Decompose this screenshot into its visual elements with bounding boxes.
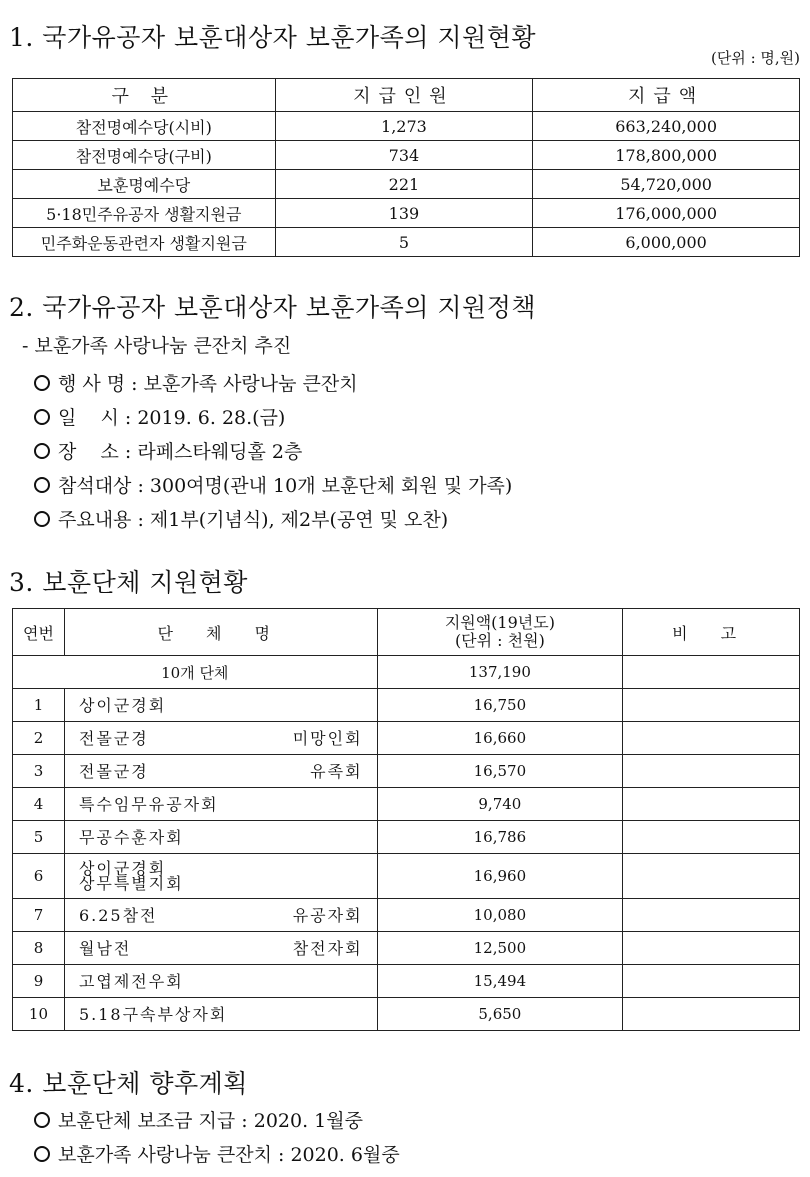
cell-org-name: 전몰군경 유족회 [64, 755, 377, 788]
cell-note [623, 656, 800, 689]
table-row [13, 170, 800, 199]
table-row [13, 689, 800, 722]
cell-amount: 16,960 [377, 854, 623, 899]
cell-note [623, 755, 800, 788]
cell-note [623, 854, 800, 899]
cell-org-name: 고엽제전우회 [64, 965, 377, 998]
cell-note [623, 788, 800, 821]
cell-recipients: 1,273 [275, 112, 533, 141]
cell-no: 7 [13, 899, 65, 932]
cell-category: 참전명예수당(시비) [13, 112, 276, 141]
table-row [13, 899, 800, 932]
cell-amount: 6,000,000 [533, 228, 800, 257]
support-status-table [12, 78, 800, 257]
table-header-row [13, 79, 800, 112]
cell-no: 2 [13, 722, 65, 755]
cell-category: 보훈명예수당 [13, 170, 276, 199]
cell-no: 3 [13, 755, 65, 788]
cell-amount: 663,240,000 [533, 112, 800, 141]
cell-amount: 9,740 [377, 788, 623, 821]
cell-org-name: 6.25참전 유공자회 [64, 899, 377, 932]
cell-category: 5·18민주유공자 생활지원금 [13, 199, 276, 228]
cell-recipients: 5 [275, 228, 533, 257]
list-item: 행 사 명 : 보훈가족 사랑나눔 큰잔치 [34, 369, 358, 396]
policy-subtitle: - 보훈가족 사랑나눔 큰잔치 추진 [22, 335, 292, 357]
cell-amount: 10,080 [377, 899, 623, 932]
list-item: 보훈단체 보조금 지급 : 2020. 1월중 [34, 1106, 363, 1133]
cell-note [623, 722, 800, 755]
cell-org-name: 전몰군경 미망인회 [64, 722, 377, 755]
cell-org-name: 상이군경회 [64, 689, 377, 722]
circle-bullet-icon [34, 409, 50, 425]
unit-note: (단위 : 명,원) [710, 49, 800, 67]
circle-bullet-icon [34, 1146, 50, 1162]
cell-amount: 15,494 [377, 965, 623, 998]
table-row [13, 112, 800, 141]
cell-amount: 16,570 [377, 755, 623, 788]
list-item: 장 소 : 라페스타웨딩홀 2층 [34, 437, 302, 464]
cell-category: 참전명예수당(구비) [13, 141, 276, 170]
table-row [13, 965, 800, 998]
cell-org-name: 월남전 참전자회 [64, 932, 377, 965]
cell-org-name: 5.18구속부상자회 [64, 998, 377, 1031]
cell-amount: 178,800,000 [533, 141, 800, 170]
section4-title: 4. 보훈단체 향후계획 [9, 1069, 248, 1098]
circle-bullet-icon [34, 511, 50, 527]
table-row [13, 788, 800, 821]
list-item: 참석대상 : 300여명(관내 10개 보훈단체 회원 및 가족) [34, 471, 512, 498]
cell-org-name: 상이군경회 상무특별지회 [64, 854, 377, 899]
header-note: 비 고 [623, 609, 800, 656]
total-row [13, 656, 800, 689]
cell-no: 8 [13, 932, 65, 965]
organization-support-table [12, 608, 800, 1031]
table-row [13, 998, 800, 1031]
list-item: 보훈가족 사랑나눔 큰잔치 : 2020. 6월중 [34, 1140, 400, 1167]
circle-bullet-icon [34, 1112, 50, 1128]
cell-recipients: 734 [275, 141, 533, 170]
cell-org-name: 무공수훈자회 [64, 821, 377, 854]
cell-amount: 16,786 [377, 821, 623, 854]
header-recipients: 지급인원 [275, 79, 533, 112]
cell-no: 9 [13, 965, 65, 998]
cell-no: 1 [13, 689, 65, 722]
cell-no: 4 [13, 788, 65, 821]
cell-no: 10 [13, 998, 65, 1031]
cell-amount: 176,000,000 [533, 199, 800, 228]
cell-amount: 5,650 [377, 998, 623, 1031]
cell-amount: 16,660 [377, 722, 623, 755]
circle-bullet-icon [34, 443, 50, 459]
cell-amount: 12,500 [377, 932, 623, 965]
cell-amount: 16,750 [377, 689, 623, 722]
table-row [13, 199, 800, 228]
table-row [13, 141, 800, 170]
cell-no: 5 [13, 821, 65, 854]
table-row [13, 932, 800, 965]
list-item: 일 시 : 2019. 6. 28.(금) [34, 403, 285, 430]
table-row [13, 755, 800, 788]
cell-note [623, 965, 800, 998]
cell-note [623, 689, 800, 722]
cell-category: 민주화운동관련자 생활지원금 [13, 228, 276, 257]
cell-no: 6 [13, 854, 65, 899]
table-row [13, 228, 800, 257]
cell-recipients: 139 [275, 199, 533, 228]
cell-note [623, 821, 800, 854]
cell-org-name: 특수임무유공자회 [64, 788, 377, 821]
circle-bullet-icon [34, 477, 50, 493]
cell-recipients: 221 [275, 170, 533, 199]
total-amount: 137,190 [377, 656, 623, 689]
cell-note [623, 932, 800, 965]
header-org-name: 단 체 명 [64, 609, 377, 656]
section2-title: 2. 국가유공자 보훈대상자 보훈가족의 지원정책 [9, 293, 536, 322]
header-category: 구 분 [13, 79, 276, 112]
section3-title: 3. 보훈단체 지원현황 [9, 568, 248, 597]
cell-note [623, 998, 800, 1031]
list-item: 주요내용 : 제1부(기념식), 제2부(공연 및 오찬) [34, 505, 448, 532]
table-row [13, 722, 800, 755]
header-amount: 지급액 [533, 79, 800, 112]
total-label: 10개 단체 [13, 656, 378, 689]
table-row [13, 854, 800, 899]
header-no: 연번 [13, 609, 65, 656]
table-header-row [13, 609, 800, 656]
circle-bullet-icon [34, 375, 50, 391]
header-support-amount: 지원액(19년도) (단위 : 천원) [377, 609, 623, 656]
cell-note [623, 899, 800, 932]
section1-title: 1. 국가유공자 보훈대상자 보훈가족의 지원현황 [9, 23, 536, 52]
table-row [13, 821, 800, 854]
cell-amount: 54,720,000 [533, 170, 800, 199]
